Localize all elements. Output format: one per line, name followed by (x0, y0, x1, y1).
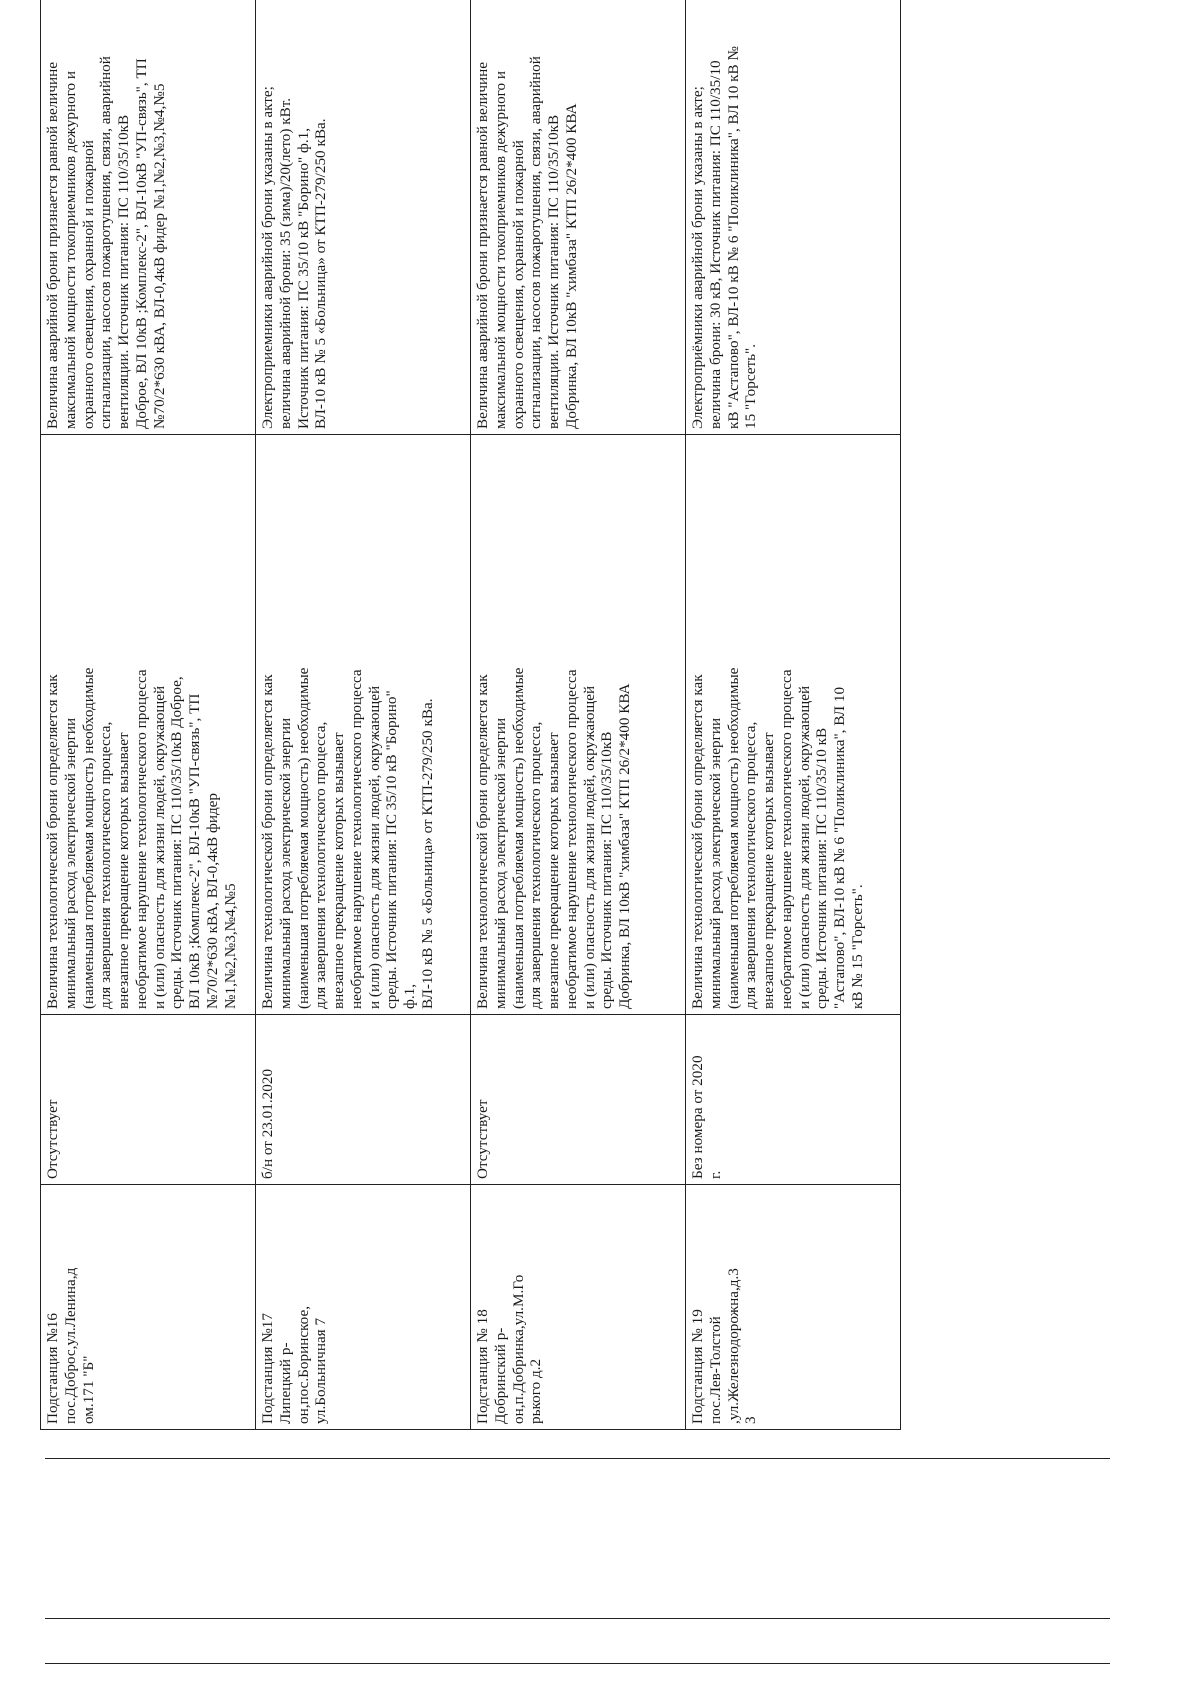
emergency-reserve-cell (256, 0, 471, 435)
emergency-reserve-cell (41, 0, 256, 435)
substation-name-cell (256, 1185, 471, 1430)
act-cell (471, 1015, 686, 1185)
act-reference: Отсутствует (474, 1099, 491, 1179)
emergency-reserve-text: Величина аварийной брони признается равной величине максимальной мощности токоприемников дежурного и охранного освещения, охранной и пожарной сигнализации, насосов пожаротушения, связи, аварийной вентиляции. Источник питания: ПС 110/35/10кВ Добринка, ВЛ 10кВ "химбаза" КТП 26/2*400 КВА (474, 56, 580, 429)
emergency-reserve-text: Электроприемники аварийной брони указаны в акте; величина аварийной брони: 35 (зима)/20(лето) кВт. Источник питания: ПС 35/10 кВ "Борино" ф.1, ВЛ-10 кВ № 5 «Больница» от КТП-279/250 кВа. (259, 86, 330, 429)
tech-reserve-text: Величина технологической брони определяется как минимальный расход электрической энергии (наименьшая потребляемая мощность) необходимые для завершения технологического процесса, внезапное прекращение которых вызывает необратимое нарушение технологического процесса и (или) опасность для жизни людей, окружающей среды. Источник питания: ПС 35/10 кВ "Борино" ф.1, ВЛ-10 кВ № 5 «Больница» от КТП-279/250 кВа. (259, 667, 437, 1009)
act-cell (256, 1015, 471, 1185)
substation-name: Подстанция №16 пос.Доброс,ул.Ленина,д ом.171 "Б" (44, 1267, 97, 1424)
divider-line (45, 1618, 1110, 1619)
tech-reserve-text: Величина технологической брони определяется как минимальный расход электрической энергии (наименьшая потребляемая мощность) необходимые для завершения технологического процесса, внезапное прекращение которых вызывает необратимое нарушение технологического процесса и (или) опасность для жизни людей, окружающей среды. Источник питания: ПС 110/35/10кВ Добринка, ВЛ 10кВ "химбаза" КТП 26/2*400 КВА (474, 667, 634, 1009)
act-reference: б/н от 23.01.2020 (259, 1068, 276, 1179)
substation-name: Подстанция № 19 пос.Лев-Толстой ,ул.Железнодорожна,д.3 3 (689, 1268, 760, 1424)
act-reference: Без номера от 2020 г. (689, 1055, 724, 1179)
emergency-reserve-text: Величина аварийной брони признается равной величине максимальной мощности токоприемников дежурного и охранного освещения, охранной и пожарной сигнализации, насосов пожаротушения, связи, аварийной вентиляции. Источник питания: ПС 110/35/10кВ Доброе, ВЛ 10кВ ;Комплекс-2", ВЛ-10кВ "УП-связь", ТП №70/2*630 кВА, ВЛ-0,4кВ фидер №1,№2,№3,№4,№5 (44, 56, 168, 429)
substation-name-cell (41, 1185, 256, 1430)
substation-name: Подстанция №17 Липецкий р- он,пос.Боринское, ул.Больничная 7 (259, 1306, 330, 1424)
table-row (41, 0, 256, 1430)
tech-reserve-cell (256, 435, 471, 1015)
tech-reserve-cell (41, 435, 256, 1015)
table-row (471, 0, 686, 1430)
emergency-reserve-cell (471, 0, 686, 435)
table-row (686, 0, 901, 1430)
act-cell (686, 1015, 901, 1185)
tech-reserve-cell (686, 435, 901, 1015)
act-reference: Отсутствует (44, 1099, 61, 1179)
tech-reserve-text: Величина технологической брони определяется как минимальный расход электрической энергии (наименьшая потребляемая мощность) необходимые для завершения технологического процесса, внезапное прекращение которых вызывает необратимое нарушение технологического процесса и (или) опасность для жизни людей, окружающей среды. Источник питания: ПС 110/35/10кВ Доброе, ВЛ 10кВ ;Комплекс-2", ВЛ-10кВ "УП-связь", ТП №70/2*630 кВА, ВЛ-0,4кВ фидер №1,№2,№3,№4,№5 (44, 667, 239, 1009)
substation-reserve-table (40, 0, 901, 1430)
emergency-reserve-text: Электроприёмники аварийной брони указаны в акте; величина брони: 30 кВ, Источник питания: ПС 110/35/10 кВ "Астапово", ВЛ-10 кВ № 6 "Поликлиника", ВЛ 10 кВ № 15 "Горсеть". (689, 46, 760, 429)
substation-name-cell (471, 1185, 686, 1430)
tech-reserve-cell (471, 435, 686, 1015)
emergency-reserve-cell (686, 0, 901, 435)
act-cell (41, 1015, 256, 1185)
divider-line (45, 1663, 1110, 1664)
table-row (256, 0, 471, 1430)
substation-name-cell (686, 1185, 901, 1430)
substation-name: Подстанция № 18 Добринский р- он,п.Добринка,ул.М.Го рького д.2 (474, 1274, 545, 1424)
rotated-table-container (40, 0, 900, 1430)
divider-line (45, 1458, 1110, 1459)
tech-reserve-text: Величина технологической брони определяется как минимальный расход электрической энергии (наименьшая потребляемая мощность) необходимые для завершения технологического процесса, внезапное прекращение которых вызывает необратимое нарушение технологического процесса и (или) опасность для жизни людей, окружающей среды. Источник питания: ПС 110/35/10 кВ "Астапово", ВЛ-10 кВ № 6 "Поликлиника", ВЛ 10 кВ № 15 "Горсеть". (689, 667, 867, 1009)
